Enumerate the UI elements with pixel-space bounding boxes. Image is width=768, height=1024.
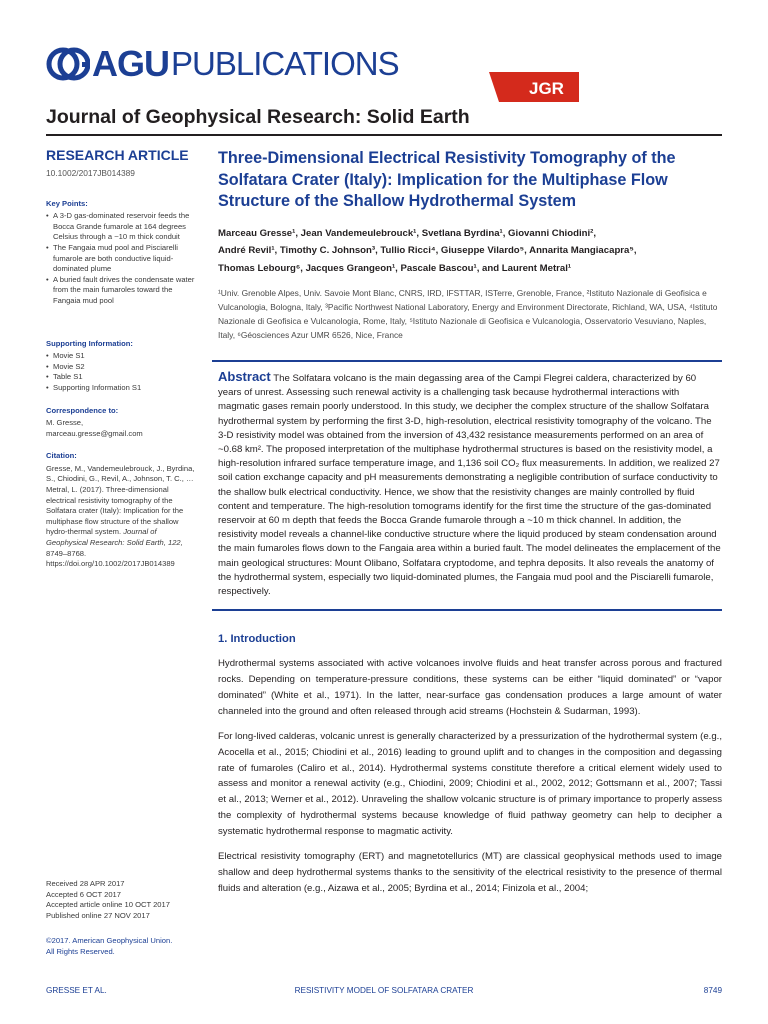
- citation-url[interactable]: https://doi.org/10.1002/2017JB014389: [46, 559, 175, 569]
- correspondence-email[interactable]: marceau.gresse@gmail.com: [46, 428, 143, 438]
- date-published: Published online 27 NOV 2017: [46, 910, 150, 920]
- correspondence-heading: Correspondence to:: [46, 405, 119, 415]
- footer-page-number: 8749: [703, 986, 722, 995]
- journal-title: Journal of Geophysical Research: Solid Earth: [46, 106, 470, 128]
- key-points-heading: Key Points:: [46, 198, 88, 208]
- article-type-label: RESEARCH ARTICLE: [46, 147, 189, 163]
- correspondence-block: [46, 406, 198, 440]
- supporting-item-info-s1[interactable]: • Supporting Information S1: [46, 383, 198, 394]
- key-point: • A 3-D gas-dominated reservoir feeds the Bocca Grande fumarole at 164 degrees Celsius through a ~10 m thick conduit: [46, 211, 198, 243]
- doi-text: 10.1002/2017JB014389: [46, 168, 135, 178]
- citation-heading: Citation:: [46, 451, 77, 461]
- agu-publications-logo: [46, 44, 399, 84]
- jgr-badge-text: JGR: [529, 79, 564, 98]
- citation-pages: 8749–8768.: [46, 548, 87, 558]
- section-title-introduction: 1. Introduction: [218, 633, 296, 646]
- logo-agu-text: AGU: [92, 43, 169, 84]
- footer-authors: GRESSE ET AL.: [46, 986, 107, 995]
- jgr-badge: [489, 72, 579, 102]
- main-column: [218, 148, 722, 906]
- body-paragraph: Hydrothermal systems associated with active volcanoes involve fluids and heat transfer across porous and fractured rocks. Depending on temperature-pressure conditions, these systems can be either “liquid dominated” or “vapor dominated” (White et al., 1971). In the latter, near-surface gas condensation produces a large amount of water channeled into the ground and often released through acid streams (Hochstein & Sudarman, 1993).: [218, 658, 722, 717]
- footer-running-title: RESISTIVITY MODEL OF SOLFATARA CRATER: [294, 986, 474, 995]
- sidebar: [46, 146, 198, 582]
- body-paragraph: For long-lived calderas, volcanic unrest is generally characterized by a pressurization of the hydrothermal system (e.g., Acocella et al., 2015; Chiodini et al., 2016) leading to ground uplift and to changes in the composition and degassing rate of fumaroles (Caliro et al., 2014). Hydrothermal systems constitute therefore a critical element widely used to assess and monitor a renewal activity (e.g., Chiodini, 2009; Chiodini et al., 2002, 2012; Gottsmann et al., 2007; Tassi et al., 2013; Werner et al., 2012). Unraveling the shallow volcanic structure is of primary importance to properly assess the complexity of hydrothermal systems because knowledge of fluid pathway geometry can help to decipher a systematic hydrothermal response to magmatic activity.: [218, 730, 722, 838]
- abstract-box: [212, 360, 722, 611]
- supporting-item-movie-s2[interactable]: • Movie S2: [46, 362, 198, 373]
- date-received: Received 28 APR 2017: [46, 879, 125, 888]
- date-accepted: Accepted 6 OCT 2017: [46, 889, 121, 899]
- affiliations: ¹Univ. Grenoble Alpes, Univ. Savoie Mont Blanc, CNRS, IRD, IFSTTAR, ISTerre, Grenoble, France, ²Istituto Nazionale di Geofisica e Vulcanologia, Bologna, Italy, ³Pacific Northwest National Laboratory, Energy and Environment Directorate, Richland, WA, USA, ⁴Istituto Nazionale di Geofisica e Vulcanologia, Rome, Italy, ⁵Istituto Nazionale di Geofisica e Vulcanologia, Osservatorio Vesuviano, Naples, Italy, ⁶Géosciences Azur UMR 6526, Nice, France: [218, 287, 718, 340]
- logo-publications-text: PUBLICATIONS: [171, 45, 399, 82]
- authors-line: Thomas Lebourg⁶, Jacques Grangeon¹, Pascale Bascou¹, and Laurent Metral¹: [218, 263, 572, 275]
- citation-journal: Journal of Geophysical Research: Solid Earth, 122,: [46, 527, 183, 548]
- supporting-info-heading: Supporting Information:: [46, 338, 133, 348]
- correspondence-name: M. Gresse,: [46, 418, 84, 428]
- date-accepted-online: Accepted article online 10 OCT 2017: [46, 900, 170, 910]
- authors-line: Marceau Gresse¹, Jean Vandemeulebrouck¹, Svetlana Byrdina¹, Giovanni Chiodini²,: [218, 227, 596, 239]
- key-point: • The Fangaia mud pool and Pisciarelli fumarole are both conductive liquid-dominated plume: [46, 243, 198, 275]
- authors-line: André Revil¹, Timothy C. Johnson³, Tullio Ricci⁴, Giuseppe Vilardo⁵, Annarita Mangiacapra⁵,: [218, 245, 637, 257]
- citation-text: Gresse, M., Vandemeulebrouck, J., Byrdina, S., Chiodini, G., Revil, A., Johnson, T. C., … Metral, L. (2017). Three-dimensional electrical resistivity tomography of the Solfatara crater (Italy): Implication for the multiphase flow structure of the shallow hydro-thermal system. Journal of Geophysical Research: Solid Earth, 122, 8749–8768. https://doi.org/10.1002/2017JB014389: [46, 463, 195, 569]
- abstract-text: The Solfatara volcano is the main degassing area of the Campi Flegrei caldera, characterized by 60 years of unrest. Assessing such renewal activity is a challenging task because hydrothermal interactions with magmatic gases remain poorly understood. In this study, we decipher the complex structure of the shallow Solfatara hydrothermal system by performing the first 3-D, high-resolution, electrical resistivity tomography of the volcano. The 3-D resistivity model was obtained from the inversion of 43,432 resistance measurements performed on an area of ~0.68 km². The proposed interpretation of the multiphase hydrothermal structures is based on the resistivity model, a high-resolution infrared surface temperature image, and 1,136 soil CO₂ flux measurements. In addition, we realized 27 soil cation exchange capacity and pH measurements demonstrating a negligible contribution of surface conductivity to the shallow bulk electrical conductivity. Hence, we show that the resistivity changes are mainly controlled by fluid content and temperature. The high-resolution tomograms identify for the first time the structure of the gas-dominated reservoir at 60 m depth that feeds the Bocca Grande fumarole through a ~10 m thick channel. In addition, the resistivity model reveals a channel-like conductive structure where the liquid produced by steam condensation around the main fumaroles flows down to the Fangaia area within a buried fault. The model delineates the emplacement of the main geological structures: Mount Olibano, Solfatara cryptodome, and tephra deposits. It also reveals the anatomy of the hydrothermal system, especially two liquid-dominated plumes, the Fangaia mud pool and the Pisciarelli fumarole, respectively.: [218, 372, 721, 597]
- publication-dates: [46, 879, 198, 921]
- abstract-heading: Abstract: [218, 368, 271, 384]
- supporting-info-list: [46, 351, 198, 393]
- abstract: [218, 370, 722, 599]
- supporting-item-table-s1[interactable]: • Table S1: [46, 372, 198, 383]
- supporting-item-movie-s1[interactable]: • Movie S1: [46, 351, 198, 362]
- article-title: Three-Dimensional Electrical Resistivity Tomography of the Solfatara Crater (Italy): Implication for the Multiphase Flow Structure of the Shallow Hydrothermal System: [218, 149, 676, 210]
- citation-block: [46, 451, 198, 570]
- author-list: [218, 225, 722, 278]
- agu-globe-icon: [46, 47, 90, 81]
- key-points-list: [46, 211, 198, 306]
- copyright: ©2017. American Geophysical Union. All Rights Reserved.: [46, 936, 173, 956]
- body-paragraph: Electrical resistivity tomography (ERT) and magnetotellurics (MT) are classical geophysical methods used to image shallow and deep hydrothermal systems thanks to the sensitivity of the electrical resistivity to the presence of thermal fluids and alteration (e.g., Aizawa et al., 2005; Byrdina et al., 2014; Finizola et al., 2004;: [218, 851, 722, 894]
- header-rule: [46, 134, 722, 136]
- key-point: • A buried fault drives the condensate water from the main fumaroles toward the Fangaia mud pool: [46, 275, 198, 307]
